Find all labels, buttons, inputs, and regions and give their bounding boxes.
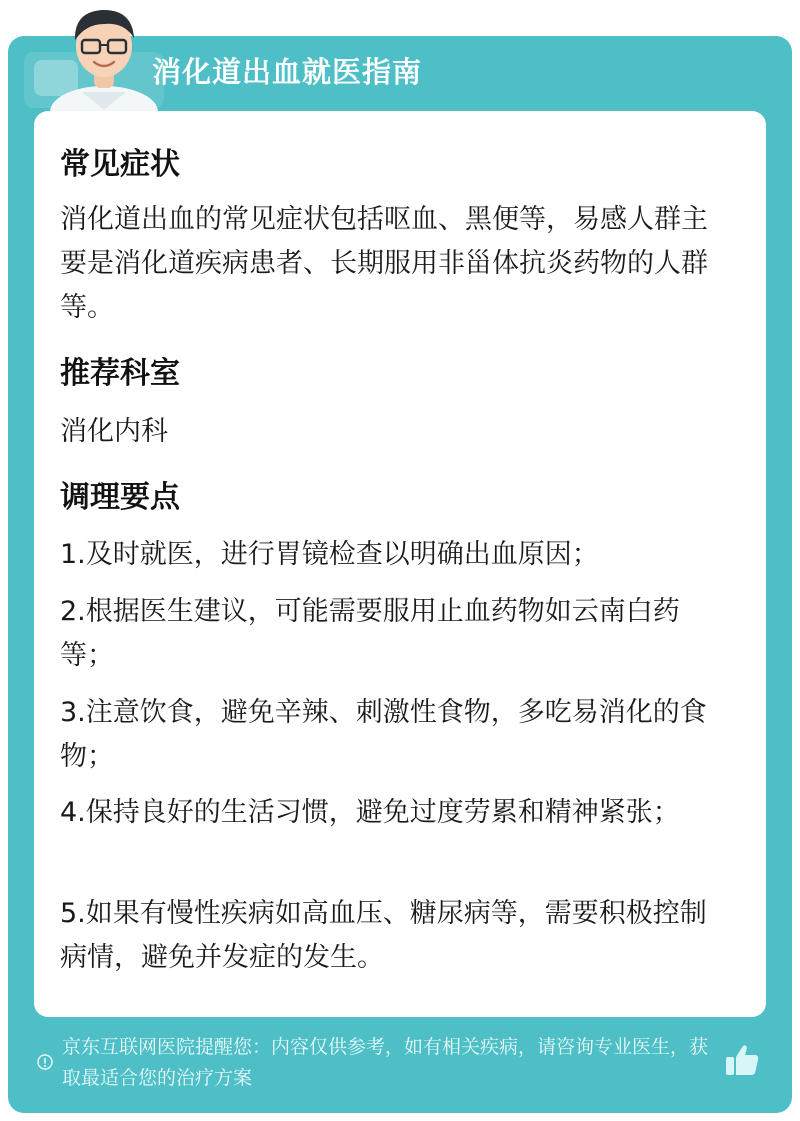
doctor-avatar <box>44 0 164 112</box>
thumbs-up-icon[interactable] <box>724 1043 760 1077</box>
section-title-care: 调理要点 <box>60 480 180 515</box>
care-item: 3.注意饮食，避免辛辣、刺激性食物，多吃易消化的食物； <box>60 697 707 772</box>
info-icon <box>37 1054 53 1070</box>
section-title-department: 推荐科室 <box>60 356 180 391</box>
page-title: 消化道出血就医指南 <box>152 55 423 89</box>
care-item: 4.保持良好的生活习惯，避免过度劳累和精神紧张； <box>60 797 680 828</box>
section-title-symptoms: 常见症状 <box>60 147 180 182</box>
care-item: 1.及时就医，进行胃镜检查以明确出血原因； <box>60 539 599 570</box>
care-item: 2.根据医生建议，可能需要服用止血药物如云南白药等； <box>60 596 680 671</box>
department-text: 消化内科 <box>60 416 168 447</box>
care-item: 5.如果有慢性疾病如高血压、糖尿病等，需要积极控制病情，避免并发症的发生。 <box>60 898 707 973</box>
disclaimer-text: 京东互联网医院提醒您：内容仅供参考，如有相关疾病，请咨询专业医生，获取最适合您的治疗方案 <box>62 1036 709 1089</box>
symptoms-text: 消化道出血的常见症状包括呕血、黑便等，易感人群主要是消化道疾病患者、长期服用非甾体抗炎药物的人群等。 <box>60 204 708 323</box>
